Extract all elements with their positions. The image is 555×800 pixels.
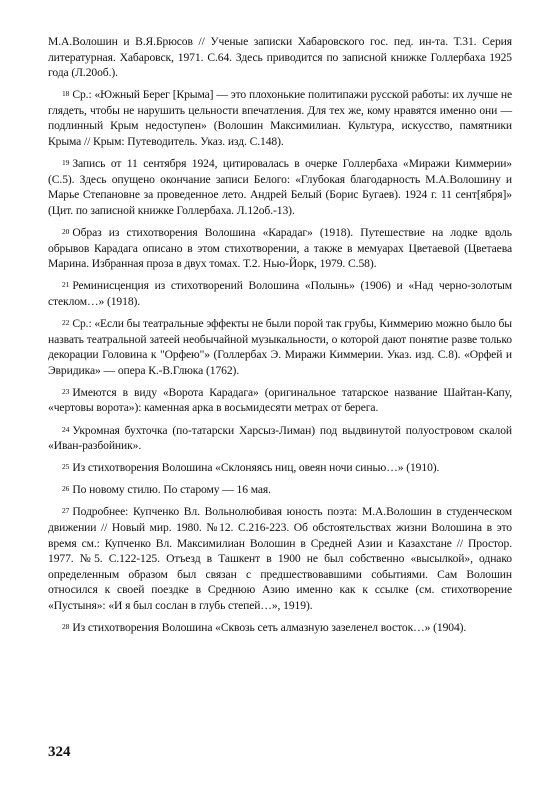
footnote-number: 18 xyxy=(62,89,70,99)
footnote-number: 26 xyxy=(62,484,70,494)
footnote-21 xyxy=(48,278,512,309)
footnote-text: Реминисценция из стихотворений Волошина «Полынь» (1906) и «Над черно-золотым стеклом…» (1918). xyxy=(48,279,512,308)
footnote-number: 28 xyxy=(62,622,70,632)
footnote-text: По новому стилю. По старому — 16 мая. xyxy=(72,483,271,497)
footnote-text: Образ из стихотворения Волошина «Карадаг» (1918). Путешествие на лодке вдоль обрывов Карадага описано в этом стихотворении, а также в мемуарах Цветаевой (Цветаева Марина. Избранная проза в двух томах. Т.2. Нью-Йорк, 1979. С.58). xyxy=(48,226,512,271)
footnote-number: 23 xyxy=(62,386,70,396)
footnote-25 xyxy=(48,460,512,476)
footnote-text: Из стихотворения Волошина «Склоняясь ниц, овеян ночи синью…» (1910). xyxy=(72,461,440,475)
footnote-number: 22 xyxy=(62,318,70,327)
footnote-23 xyxy=(48,385,512,416)
footnote-text: Имеются в виду «Ворота Карадага» (оригинальное татарское название Шайтан-Капу, «чертовы ворота»): каменная арка в восьмидесяти метрах от берега. xyxy=(48,385,512,415)
footnote-number: 21 xyxy=(62,280,70,290)
footnote-text: Ср.: «Если бы театральные эффекты не были порой так грубы, Киммерию можно было бы назвать театральной затеей необычайной музыкальности, о которой дают понятие разве только декорации Головина к "Орфею"» (Голлербах Э. Миражи Киммерии. Указ. изд. С.8). «Орфей и Эвридика» — опера К.-В.Глюка (1762). xyxy=(48,317,512,377)
footnote-24 xyxy=(48,423,512,454)
footnote-text: Ср.: «Южный Берег [Крыма] — это плохонькие политипажи русской работы: их лучше не глядеть, чтобы не нарушить цельности впечатления. Для тех же, кому нравятся именно они — подлинный Крым недоступен» (Волошин Максимилиан. Культура, искусство, памятники Крыма // Крым: Путеводитель. Указ. изд. С.148). xyxy=(48,88,512,149)
footnote-text: Укромная бухточка (по-татарски Харсыз-Лиман) под выдвинутой полуостровом скалой «Иван-разбойник». xyxy=(48,423,512,453)
continued-footnote: М.А.Волошин и В.Я.Брюсов // Ученые записки Хабаровского гос. пед. ин-та. Т.31. Серия литературная. Хабаровск, 1971. С.64. Здесь приводится по записной книжке Голлербаха 1925 года (Л.20об.). xyxy=(48,35,512,80)
footnote-27 xyxy=(48,504,512,613)
footnote-20 xyxy=(48,225,512,272)
footnote-text: Подробнее: Купченко Вл. Вольнолюбивая юность поэта: М.А.Волошин в студенческом движении // Новый мир. 1980. №12. С.216-223. Об обстоятельствах жизни Волошина в это время см.: Купченко Вл. Максимилиан Волошин в Средней Азии и Казахстане // Простор. 1977. №5. С.122-125. Отъезд в Ташкент в 1900 не был собственно «высылкой», однако определенным образом был связан с предшествовавшими событиями. Сам Волошин относился к своей поездке в Среднюю Азию именно как к ссылке (см. стихотворение «Пустыня»: «И я был сослан в глубь степей…», 1919). xyxy=(48,505,512,612)
page-number: 324 xyxy=(48,744,71,760)
footnote-number: 20 xyxy=(62,227,70,237)
footnote-number: 19 xyxy=(62,158,70,168)
footnote-22 xyxy=(48,316,512,378)
footnote-number: 25 xyxy=(62,462,70,472)
footnote-number: 24 xyxy=(62,424,70,434)
footnote-28 xyxy=(48,620,512,636)
footnote-19 xyxy=(48,156,512,218)
footnote-text: Запись от 11 сентября 1924, цитировалась в очерке Голлербаха «Миражи Киммерии» (С.5). Здесь опущено окончание записи Белого: «Глубокая благодарность М.А.Волошину и Марье Степановне за проведенное лето. Андрей Белый (Борис Бугаев). 1924 г. 11 сент[ября]» (Цит. по записной книжке Голлербаха. Л.12об.-13). xyxy=(48,157,512,217)
footnote-number: 27 xyxy=(62,506,70,516)
footnote-26 xyxy=(48,482,512,498)
footnote-text: Из стихотворения Волошина «Сквозь сеть алмазную зазеленел восток…» (1904). xyxy=(72,621,467,635)
footnotes-column xyxy=(48,34,512,642)
footnote-18 xyxy=(48,87,512,149)
